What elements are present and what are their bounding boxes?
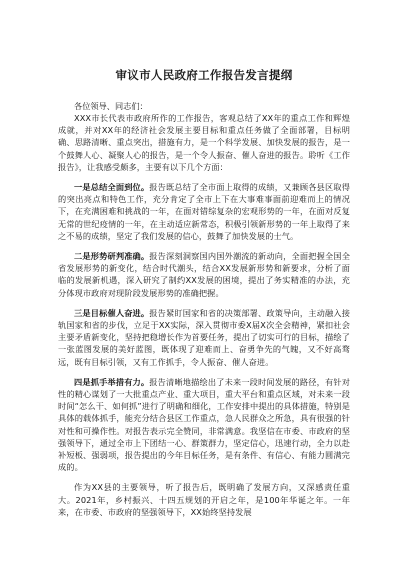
paragraph-lead: 四是抓手举措有力。 (74, 376, 150, 387)
paragraph-point-3 (58, 307, 350, 368)
salutation: 各位领导、同志们： (74, 101, 148, 111)
paragraph-body: 报告深刻洞察国内国外潮流的新动向，全面把握全国全省发展形势的新变化，结合时代潮头，结合XX发展新形势和新要求，分析了面临的发展新机遇，深入研究了制约XX发展的困境，提出了务实精准的办法，充分体现市政府对现阶段发展形势的准确把握。 (58, 251, 350, 298)
paragraph-body: 报告紧盯国家和省的决策部署、政策导向，主动融入接轨国家和省的步伐，立足于XX实际，深入贯彻市委X届X次全会精神，紧扣社会主要矛盾新变化，坚持把稳增长作为首要任务，提出了切实可行的目标，描绘了一张蓝图发展的美好蓝图，既体现了迎难而上、奋勇争先的气魄，又不好高骛远，既有目标引领，又有工作抓手，令人振奋、催人奋进。 (58, 307, 350, 367)
paragraph-body: 报告既总结了全市面上取得的成绩，又兼顾各县区取得的突出亮点和特色工作，充分肯定了全市上下在大事难事面前迎难而上的情况下，在充满困难和挑战的一年，在面对错综复杂的宏观形势的一年，在面对反复无常的世纪疫情的一年，在主动适应新常态，积极引领新形势的一年上取得了来之不易的成绩，坚定了我们发展的信心，鼓舞了加快发展的士气。 (58, 182, 350, 241)
paragraph-intro (58, 112, 350, 173)
paragraph-point-4 (58, 376, 350, 474)
paragraph-body: 报告清晰地描绘出了未来一段时间发展的路径，有针对性的精心谋划了一大批重点产业、重大项目，重大平台和重点区域，对未来一段时间“怎么干、如何抓”进行了明确和细化，工作安排中提出的具体措施，特别是具体的载体抓手，能充分结合县区工作重点，急人民群众之所急，具有很强的针对性和可操作性。对报告表示完全赞同，非常满意。我坚信在市委、市政府的坚强领导下，通过全市上下团结一心、群策群力，坚定信心，迅速行动，全力以赴补短板、强弱项，报告提出的今年目标任务，是有条件、有信心、有能力圆满完成的。 (58, 376, 350, 473)
paragraph-lead: 一是总结全面到位。 (74, 182, 150, 193)
document-title: 审议市人民政府工作报告发言提纲 (115, 68, 293, 82)
paragraph-point-2 (58, 250, 350, 299)
paragraph-closing (58, 481, 350, 518)
paragraph-body: 作为XX县的主要领导，听了报告后，既明确了发展方向，又深感责任重大。2021年，乡村振兴、十四五规划的开启之年，是100年华诞之年。一年来，在市委、市政府的坚强领导下，XX始终坚持发展 (58, 482, 350, 517)
paragraph-body: XXX市长代表市政府所作的工作报告，客观总结了XX年的重点工作和辉煌成就，并对XX年的经济社会发展主要目标和重点任务做了全面部署，目标明确、思路清晰、重点突出，措施有力，是一个科学发展、加快发展的报告，是一个鼓舞人心、凝聚人心的报告，是一个令人振奋、催人奋进的报告。聆听《工作报告》，让我感受颇多，主要有以下几个方面： (58, 113, 350, 172)
paragraph-lead: 二是形势研判准确。 (74, 251, 150, 262)
paragraph-point-1 (58, 181, 350, 242)
paragraph-lead: 三是目标催人奋进。 (74, 307, 150, 318)
